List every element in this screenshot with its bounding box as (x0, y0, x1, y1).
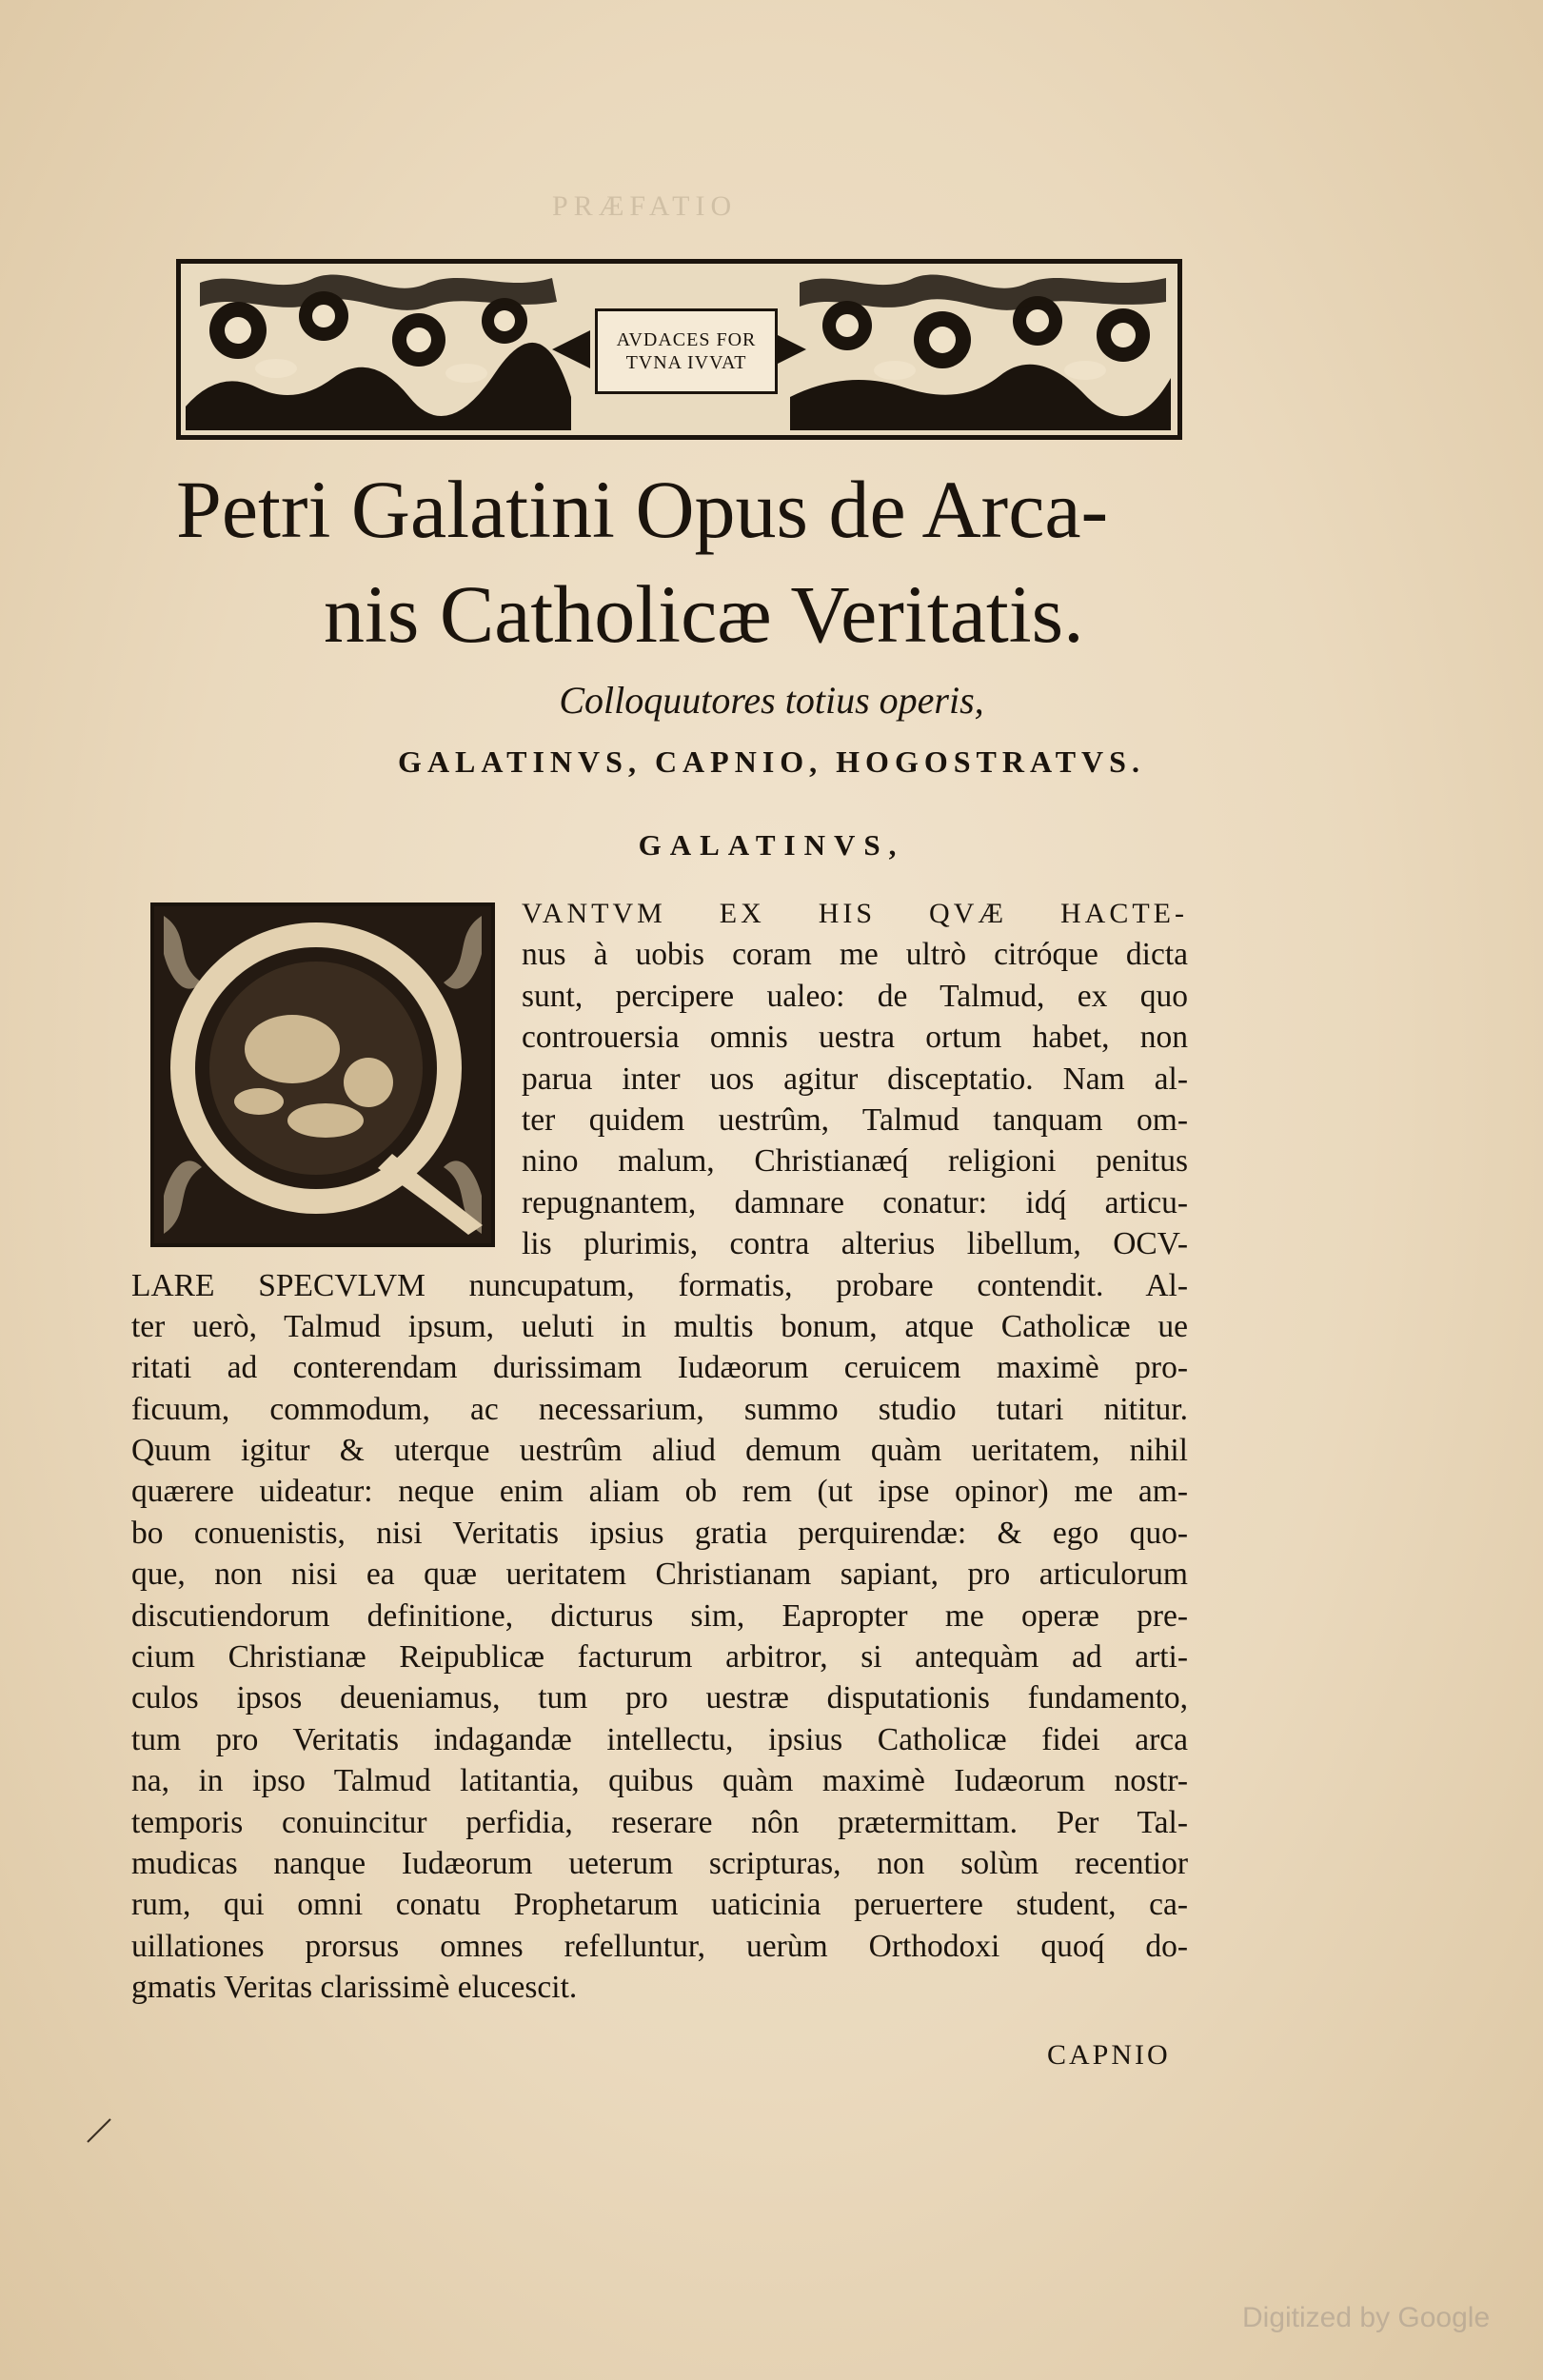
body-line: cium Christianæ Reipublicæ facturum arbitror, si antequàm ad arti- (131, 1639, 1188, 1676)
body-line: sunt, percipere ualeo: de Talmud, ex quo (522, 978, 1188, 1014)
body-line: discutiendorum definitione, dicturus sim, Eapropter me operæ pre- (131, 1597, 1188, 1634)
motto-cartouche (595, 308, 778, 394)
body-line: mudicas nanque Iudæorum ueterum scripturas, non solùm recentior (131, 1845, 1188, 1881)
body-line: na, in ipso Talmud latitantia, quibus quàm maximè Iudæorum nostr- (131, 1763, 1188, 1799)
body-line: quærere uideatur: neque enim aliam ob rem (ut ipse opinor) me am- (131, 1474, 1188, 1510)
speakers-list: GALATINVS, CAPNIO, HOGOSTRATVS. (398, 744, 1145, 779)
body-line: que, non nisi ea quæ ueritatem Christianam sapiant, pro articulorum (131, 1557, 1188, 1593)
body-line: nino malum, Christianæq́ religioni penitus (522, 1143, 1188, 1180)
body-line: temporis conuincitur perfidia, reserare nôn prætermittam. Per Tal- (131, 1804, 1188, 1840)
page-title (176, 457, 1204, 666)
body-line: parua inter uos agitur disceptatio. Nam al- (522, 1061, 1188, 1097)
motto-line-2: TVNA IVVAT (625, 352, 747, 373)
speaker-heading: GALATINVS, (638, 828, 905, 862)
title-line-1: Petri Galatini Opus de Arca- (176, 464, 1109, 555)
body-line: ritati ad conterendam durissimam Iudæorum ceruicem maximè pro- (131, 1350, 1188, 1386)
motto-line-1: AVDACES FOR (616, 329, 757, 350)
body-line: gmatis Veritas clarissimè elucescit. (131, 1970, 578, 2006)
body-line: lis plurimis, contra alterius libellum, OCV- (522, 1226, 1188, 1262)
digitized-watermark: Digitized by Google (1242, 2302, 1491, 2333)
show-through-running-head: PRÆFATIO (552, 190, 738, 222)
body-line: culos ipsos deueniamus, tum pro uestræ disputationis fundamento, (131, 1680, 1188, 1716)
body-line: Quum igitur & uterque uestrûm aliud demum quàm ueritatem, nihil (131, 1433, 1188, 1469)
body-text (131, 893, 1188, 2009)
body-line: ter uerò, Talmud ipsum, ueluti in multis bonum, atque Catholicæ ue (131, 1308, 1188, 1344)
body-line: LARE SPECVLVM nuncupatum, formatis, probare contendit. Al- (131, 1267, 1188, 1303)
body-line: rum, qui omni conatu Prophetarum uaticinia peruertere student, ca- (131, 1887, 1188, 1923)
body-line: repugnantem, damnare conatur: idq́ articu- (522, 1184, 1188, 1220)
body-line: controuersia omnis uestra ortum habet, non (522, 1020, 1188, 1056)
pencil-mark-icon (86, 2115, 114, 2144)
body-line: nus à uobis coram me ultrò citróque dicta (522, 937, 1188, 973)
woodcut-banner (176, 259, 1182, 440)
body-line: ficuum, commodum, ac necessarium, summo studio tutari nititur. (131, 1391, 1188, 1427)
body-line: bo conuenistis, nisi Veritatis ipsius gratia perquirendæ: & ego quo- (131, 1515, 1188, 1551)
body-line: tum pro Veritatis indagandæ intellectu, ipsius Catholicæ fidei arca (131, 1721, 1188, 1757)
body-line: uillationes prorsus omnes refelluntur, uerùm Orthodoxi quoq́ do- (131, 1928, 1188, 1964)
title-line-2: nis Catholicæ Veritatis. (324, 568, 1084, 660)
body-line: VANTVM EX HIS QVÆ HACTE- (522, 898, 1188, 929)
body-line: ter quidem uestrûm, Talmud tanquam om- (522, 1101, 1188, 1138)
colloquutores-heading: Colloquutores totius operis, (559, 679, 984, 722)
catchword: CAPNIO (1047, 2039, 1171, 2071)
